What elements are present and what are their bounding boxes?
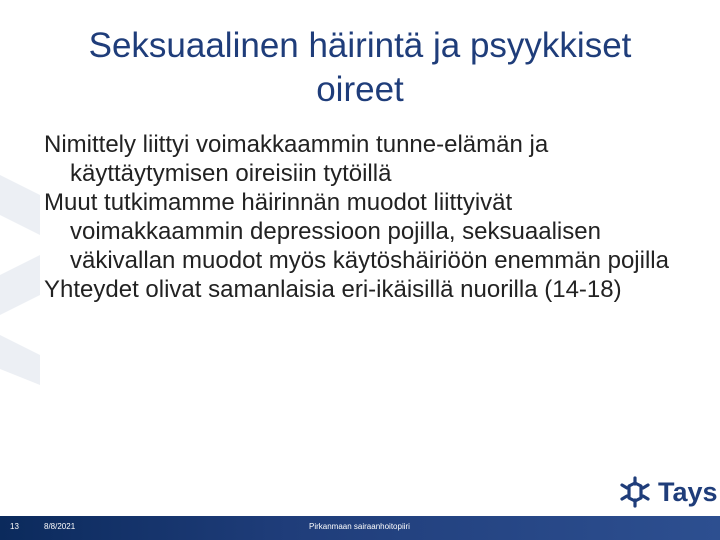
bullet-item-2: Muut tutkimamme häirinnän muodot liittyivät voimakkaammin depressioon pojilla, seksuaalisen väkivallan muodot myös käytöshäiriöön enemmän pojilla <box>44 189 669 274</box>
logo-text: Tays <box>658 476 718 507</box>
title-line-1: Seksuaalinen häirintä ja psyykkiset <box>88 26 632 65</box>
tays-snowflake-icon <box>618 475 652 509</box>
bullet-item-1: Nimittely liittyi voimakkaammin tunne-elämän ja käyttäytymisen oireisiin tytöillä <box>44 131 549 187</box>
slide-title <box>40 24 680 112</box>
footer-date: 8/8/2021 <box>44 522 76 531</box>
bullet-list <box>44 130 684 304</box>
footer-organization: Pirkanmaan sairaanhoitopiiri <box>309 522 410 531</box>
title-line-2: oireet <box>316 70 404 109</box>
slide-number: 13 <box>10 522 19 531</box>
bullet-item-3: Yhteydet olivat samanlaisia eri-ikäisillä nuorilla (14-18) <box>44 276 622 303</box>
tays-logo <box>618 474 718 510</box>
